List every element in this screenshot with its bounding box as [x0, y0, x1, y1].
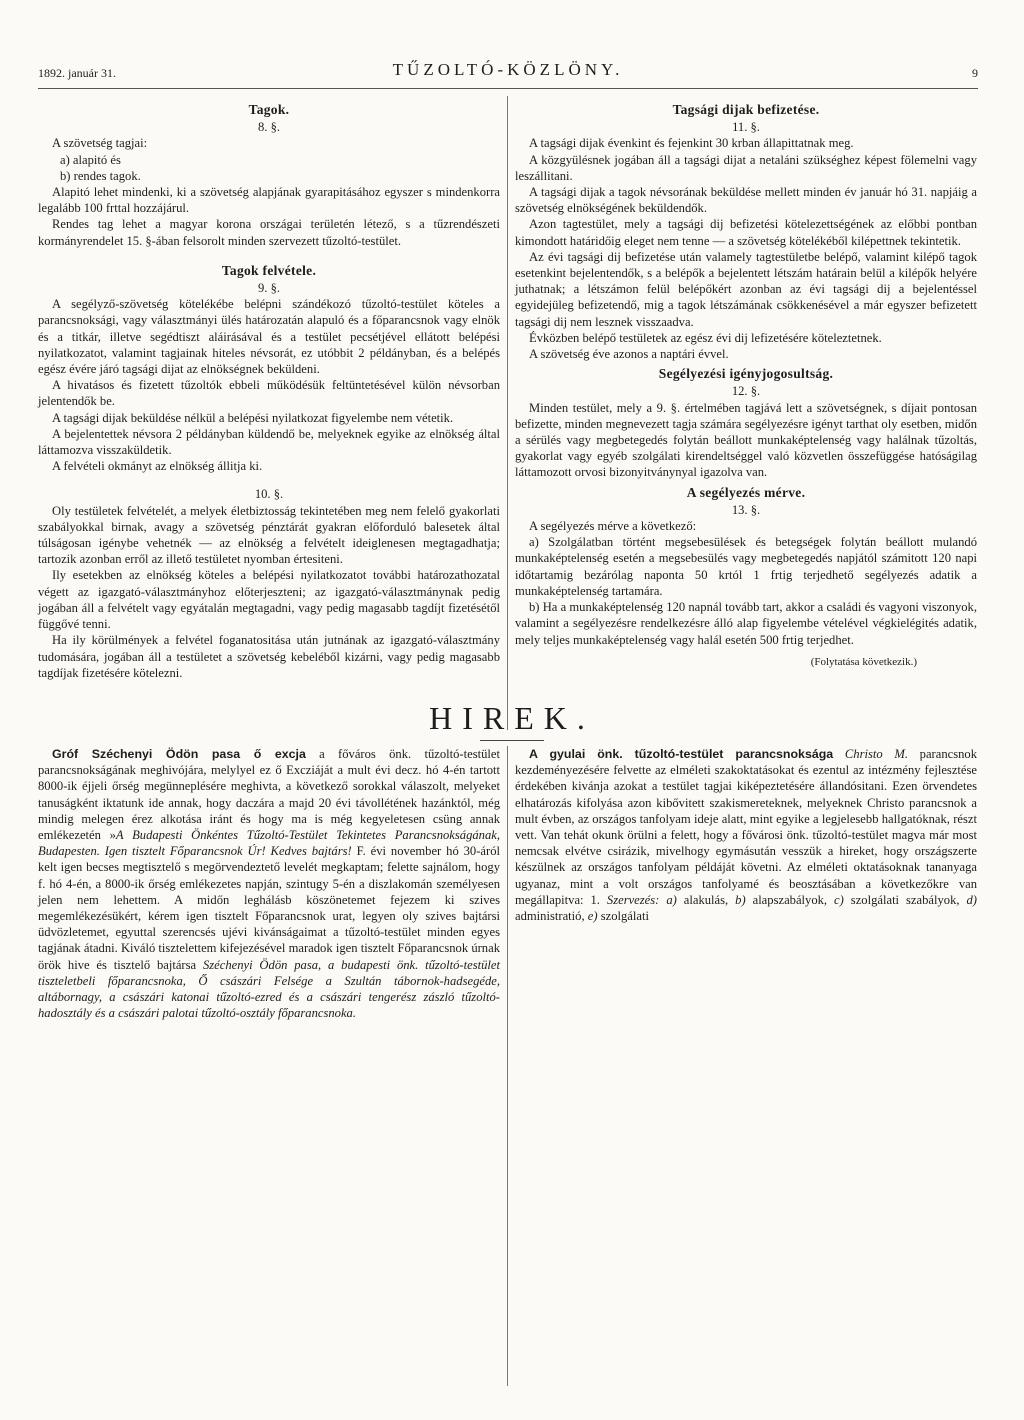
- right-column: [515, 100, 977, 670]
- text-paragraph: A szövetség éve azonos a naptári évvel.: [529, 347, 729, 362]
- section-title-tagok-felvetele: Tagok felvétele.: [221, 262, 317, 278]
- paragraph-number: 11. §.: [732, 120, 760, 135]
- section-title-tagsagi-dijak: Tagsági dijak befizetése.: [672, 102, 820, 117]
- text-paragraph: a) Szolgálatban történt megsebesülések és betegségek folytán beállott mulandó munkaképtelenség esetén a megsebesülés vagy megbetegedés napjától számitott 120 napi időtartamig bezárólag naponta 50 krtól 1 frtig terjedhető segélyezés adatik a munkaképtelenség tartamára.: [515, 535, 977, 598]
- text-paragraph: A tagsági dijak a tagok névsorának beküldése mellett minden év január hó 31. napjáig a szövetség elnökségének beküldendők.: [515, 185, 977, 216]
- news-article: Gróf Széchenyi Ödön pasa ő excja a főváros önk. tűzoltó-testület parancsnokságának meghivójára, melylyel ez ő Excziáját a mult évi decz. hó 4-én tartott 8000-ik éjjeli őrség megünneplésére meghivta, a következő sorokkal válaszolt, melyeket tanuságként iktatunk ide annak, hogy daczára a majd 20 évi távollétének hazánktól, még mindig melegen érez alkotása iránt és hogy ma is még kegyeletesen csüng annak emlékezetén »A Budapesti Önkéntes Tűzoltó-Testület Tekintetes Parancsnokságának, Budapesten. Igen tisztelt Főparancsnok Úr! Kedves bajtárs! F. évi november hó 30-áról kelt igen becses megtisztelő s megörvendeztető levelét megkaptam; felette sajnálom, hogy f. hó 4-én, a 8000-ik őrség emlékezetes napján, szintugy 5-én a diszlakomán személyesen jelen nem lehettem. A midőn leghálásb köszönetemet fejezem ki szives megemlékezésükért, kérem igen tisztelt Főparancsnok urat, legyen oly szives bajtársi üdvözletemet, egyuttal szerencsés ujévi kivánságaimat a tűzoltó-testület minden egyes tagjának átadni. Kiváló tisztelettem kifejezésével maradok igen tisztelt Főparancsnok úrnak örök hive és tisztelő bajtársa Széchenyi Ödön pasa, a budapesti önk. tűzoltó-testület tiszteletbeli főparancsnoka, Ő császári Felsége a Szultán tábornok-hadsegéde, altábornagy, a császári katonai tűzoltó-ezred és a császári tengerész zászló tűzoltó-hadosztály és a császári palotai tűzoltó-osztály főparancsnoka.: [38, 747, 500, 1021]
- text-paragraph: A tagsági dijak évenkint és fejenkint 30 krban állapittatnak meg.: [529, 136, 854, 151]
- page-header: [38, 58, 978, 89]
- article-headline: A gyulai önk. tűzoltó-testület parancsnoksága: [529, 747, 834, 761]
- text-paragraph: A bejelentettek névsora 2 példányban küldendő be, melyeknek egyike az elnökség által láttamozva visszaküldetik.: [38, 426, 500, 458]
- list-item: b) rendes tagok.: [60, 168, 141, 183]
- paragraph-number: 8. §.: [257, 120, 281, 135]
- list-item: a) alapitó és: [60, 152, 121, 167]
- page-number: 9: [972, 66, 978, 80]
- news-right-column: [515, 746, 977, 924]
- text-paragraph: A hivatásos és fizetett tűzoltók ebbeli működésük feltüntetésével külön névsorban jelentendők be.: [38, 378, 500, 409]
- newspaper-title: TŰZOLTÓ-KÖZLÖNY.: [392, 60, 624, 79]
- text-paragraph: Az évi tagsági dij befizetése után valamely tagtestületbe belépő, valamint kilépő tagok esetenkint bejelentendők, s a belépők a bejelentett létszám határain belül a kilépők helyére juthatnak; a létszámon felül belépőkért azonban az évi tagsági dij a bejelentéssel egyidejüleg befizetendő, mig a tagok létszámának csökkenésével a már egyszer befizetett tagsági dij nem lesznek visszaadva.: [515, 249, 977, 329]
- news-left-column: [38, 746, 500, 1021]
- paragraph-number: 10. §.: [254, 487, 284, 502]
- column-divider: [507, 746, 508, 1386]
- text-paragraph: Minden testület, mely a 9. §. értelmében tagjává lett a szövetségnek, s díjait pontosan befizette, minden megnevezett tagja számára segélyezésre igényt tarthat oly esetben, midőn a sérülés vagy megbetegedés folytán beállott munkaképtelenség vagy halálnak tűzoltás, gyakorlat vagy egyéb szolgálati kirendeltséggel való közvetlen összefüggése hatóságilag láttamozott orvosi bizonyitványnyal igazolva van.: [515, 400, 977, 480]
- section-separator: [480, 740, 544, 741]
- text-paragraph: Azon tagtestület, mely a tagsági dij befizetési kötelezettségének az előbbi pontban kimondott határidőig eleget nem tenne — a szövetség kötelékéből kilépettnek tekintetik.: [515, 217, 977, 248]
- text-paragraph: b) Ha a munkaképtelenség 120 napnál tovább tart, akkor a családi és vagyoni viszonyok, valamint a segélyezésre rendelkezésre álló alap figyelembe vételével végkielégités adatik, mely teljes munkaképtelenség vagy halál esetén 500 frtig terjedhet.: [515, 600, 977, 647]
- paragraph-number: 12. §.: [731, 384, 761, 399]
- paragraph-number: 9. §.: [257, 281, 281, 296]
- issue-date: 1892. január 31.: [38, 66, 116, 80]
- text-paragraph: Oly testületek felvételét, a melyek életbiztosság tekintetében meg nem felelő gyakorlati szabályokkal birnak, avagy a szövetség pénztárát gyakran előforduló balesetek által túlságosan igénybe vehetnék — az elnökség a felvételt ideiglenesen megtagadhatja; tartozik azonban erről az illető testületet nyomban értesiteni.: [38, 503, 500, 567]
- paragraph-number: 13. §.: [731, 502, 761, 517]
- text-paragraph: Ily esetekben az elnökség köteles a belépési nyilatkozatot további határozathozatal végett az igazgató-választmányhoz előterjeszteni; az igazgató-választmánynak pedig jogában áll a felvételt vagy egyátalán megtagadni, vagy pedig magasabb tagdíjt fizetésétől függővé tenni.: [38, 568, 500, 632]
- text-paragraph: A közgyülésnek jogában áll a tagsági dijat a netaláni szükséghez képest fölemelni vagy leszállitani.: [515, 152, 977, 183]
- news-heading: HIREK.: [429, 700, 595, 736]
- text-paragraph: A segélyezés mérve a következő:: [529, 519, 697, 534]
- text-paragraph: A segélyző-szövetség kötelékébe belépni szándékozó tűzoltó-testület köteles a parancsnoksági, vagy választmányi ülés határozatán alapuló és a főparancsnok vagy elnök és a titkár, illetve segédtiszt aláirásával és a testület pecsétjével ellátott belépési nyilatkozatot, valamint tagjainak hiteles névsorát, ez utóbbit 2 példányban, és a belépés egész évére járó tagsági dijat az elnökségnek beküldeni.: [38, 297, 500, 377]
- text-paragraph: A tagsági dijak beküldése nélkül a belépési nyilatkozat figyelembe nem vétetik.: [52, 410, 454, 425]
- section-title-segelyezes-merve: A segélyezés mérve.: [686, 484, 806, 500]
- column-divider: [507, 96, 508, 730]
- news-article: A gyulai önk. tűzoltó-testület parancsnoksága Christo M. parancsnok kezdeményezésére felvette az elméleti szakoktatásokat és ezentul az intézmény fejlesztése érdekében kivánja azokat a testület tagjai kiképeztetésére állandósitani. Ezen örvendetes elhatározás kifolyása azon kibővitett szakismereteknek, melyeknek Christo parancsnok a mult évben, az országos tanfolyam ideje alatt, mint egyike a legjelesebb hallgatóknak, részt vett. Van tehát okunk örülni a felett, hogy a fővárosi önk. tűzoltó-testület magva már most nemcsak elvétve csirázik, mivelhogy egymásután vesszük a hireket, hogy országszerte készülnek az országos tanfolyam példáját követni. Az elméleti oktatásoknak tananyaga ugyanaz, mint a volt országos tanfolyamé és beosztásában a következőkre van megállapitva: 1. Szervezés: a) alakulás, b) alapszabályok, c) szolgálati szabályok, d) administratió, e) szolgálati: [515, 747, 978, 924]
- text-paragraph: Évközben belépő testületek az egész évi dij lefizetésére köteleztetnek.: [529, 330, 882, 345]
- section-title-tagok: Tagok.: [248, 102, 290, 117]
- article-headline: Gróf Széchenyi Ödön pasa ő excja: [52, 747, 306, 761]
- text-paragraph: Ha ily körülmények a felvétel foganatositása után jutnának az igazgató-választmány tudomására, jogában áll a testületet a szövetség kebeléből kizárni, vagy pedig magasabb tagdíjak fizetésére kötelezni.: [38, 633, 500, 680]
- section-title-segelyezesi: Segélyezési igényjogosultság.: [658, 366, 834, 382]
- left-column: [38, 100, 500, 681]
- text-paragraph: Alapitó lehet mindenki, ki a szövetség alapjának gyarapitásához egyszer s mindenkorra legalább 100 frttal hozzájárul.: [38, 185, 500, 216]
- text-paragraph: Rendes tag lehet a magyar korona országai területén létező, s a tűzrendészeti kormányrendelet 15. §-ában felsorolt minden szervezett tűzoltó-testület.: [38, 217, 500, 248]
- text-paragraph: A szövetség tagjai:: [52, 136, 148, 151]
- text-paragraph: A felvételi okmányt az elnökség állitja ki.: [52, 459, 263, 474]
- continuation-note: (Folytatása következik.): [810, 655, 917, 668]
